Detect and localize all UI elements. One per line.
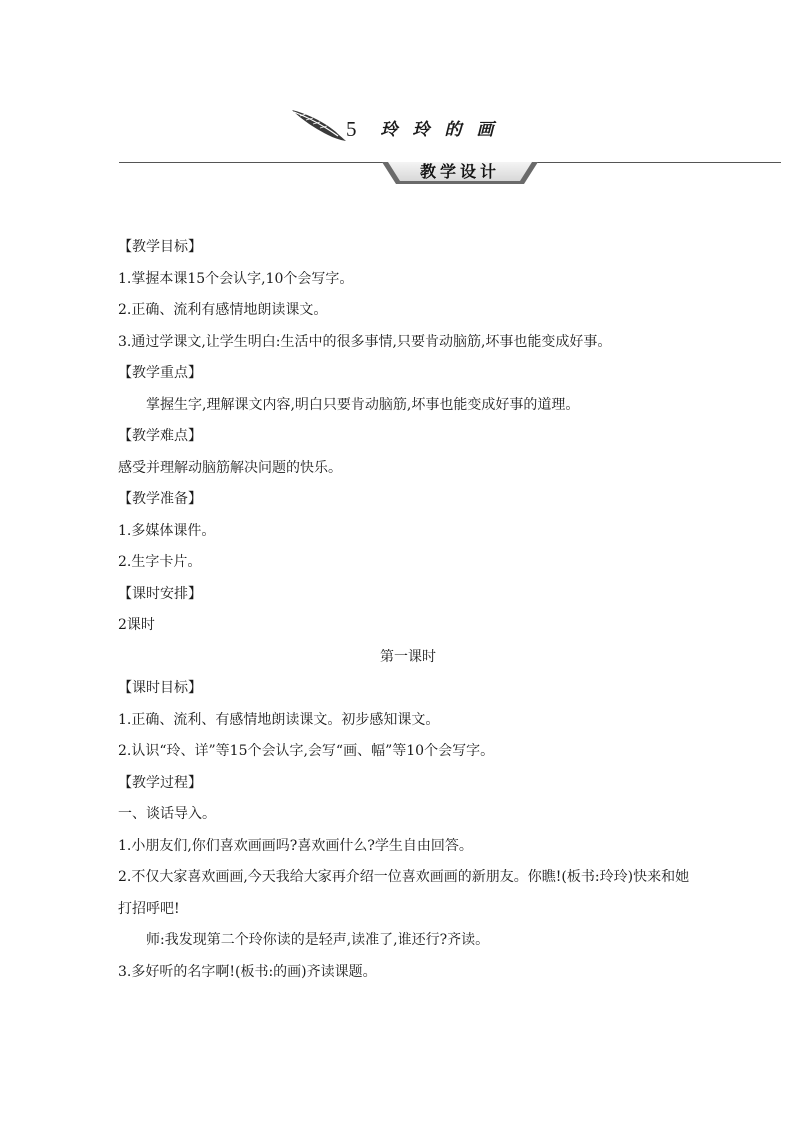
paragraph: 1.小朋友们,你们喜欢画画吗?喜欢画什么?学生自由回答。 <box>118 837 473 854</box>
paragraph: 2.生字卡片。 <box>118 554 202 570</box>
paragraph: 第一课时 <box>380 648 436 665</box>
section-heading: 【教学过程】 <box>118 774 202 791</box>
lesson-header <box>290 106 509 142</box>
quill-pen-icon <box>290 106 348 142</box>
paragraph: 1.掌握本课15个会认字,10个会写字。 <box>118 270 354 287</box>
paragraph: 2课时 <box>118 617 155 633</box>
lesson-number: 5 <box>346 117 357 141</box>
section-heading: 【课时目标】 <box>118 680 202 696</box>
paragraph: 3.多好听的名字啊!(板书:的画)齐读课题。 <box>118 963 377 980</box>
paragraph: 1.多媒体课件。 <box>118 522 216 539</box>
paragraph: 2.不仅大家喜欢画画,今天我给大家再介绍一位喜欢画画的新朋友。你瞧!(板书:玲玲)快来和她打招呼吧! <box>118 869 690 917</box>
paragraph: 一、谈话导入。 <box>118 806 216 822</box>
paragraph: 1.正确、流利、有感情地朗读课文。初步感知课文。 <box>118 711 440 728</box>
paragraph: 2.认识“玲、详”等15个会认字,会写“画、幅”等10个会写字。 <box>118 743 495 759</box>
document-body <box>118 232 698 988</box>
paragraph: 师:我发现第二个玲你读的是轻声,读准了,谁还行?齐读。 <box>146 932 490 948</box>
paragraph: 2.正确、流利有感情地朗读课文。 <box>118 302 328 318</box>
paragraph: 3.通过学课文,让学生明白:生活中的很多事情,只要肯动脑筋,坏事也能变成好事。 <box>118 333 612 350</box>
section-heading: 【教学准备】 <box>118 491 202 507</box>
section-banner: 教学设计 <box>419 162 500 181</box>
paragraph: 掌握生字,理解课文内容,明白只要肯动脑筋,坏事也能变成好事的道理。 <box>146 396 580 413</box>
section-heading: 【教学重点】 <box>118 365 202 381</box>
section-heading: 【教学目标】 <box>118 239 202 255</box>
section-heading: 【教学难点】 <box>118 428 202 444</box>
lesson-title: 玲玲的画 <box>380 120 509 140</box>
paragraph: 感受并理解动脑筋解决问题的快乐。 <box>118 459 342 476</box>
section-heading: 【课时安排】 <box>118 585 202 602</box>
